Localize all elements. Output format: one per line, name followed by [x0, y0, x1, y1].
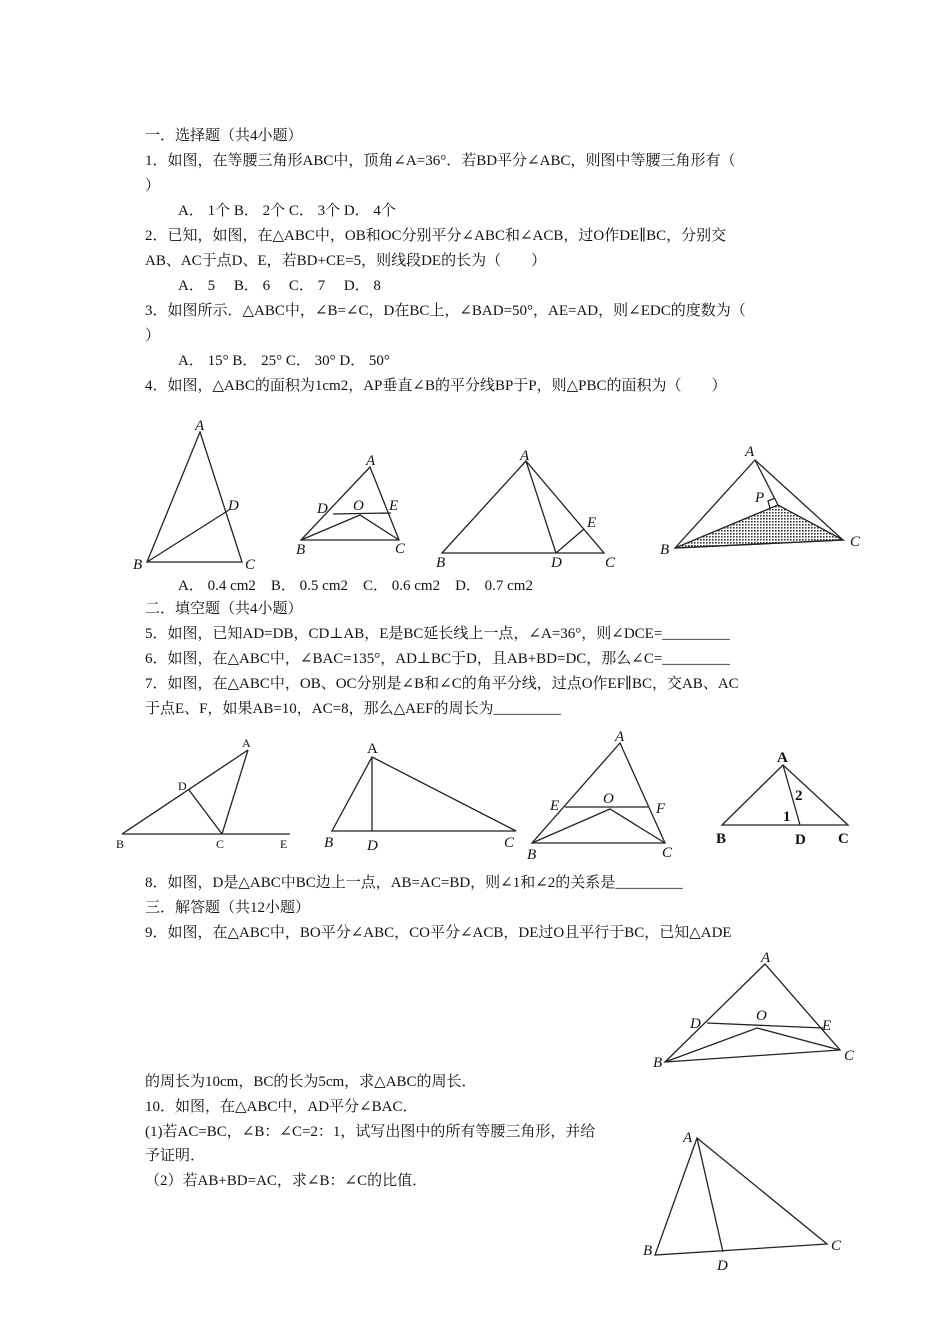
q3-line-de: [556, 529, 584, 553]
figure-q6: [320, 735, 530, 855]
q3-label-d: D: [551, 555, 562, 571]
q2-label-b: B: [296, 542, 306, 558]
q4-label-p: P: [755, 490, 765, 506]
q9-label-b: B: [653, 1055, 663, 1071]
figure-q10: [635, 1120, 860, 1280]
figure-q8: [710, 745, 870, 855]
q7-label-f: F: [656, 801, 666, 817]
q7-label-o: O: [603, 791, 614, 807]
q9-label-o: O: [756, 1008, 767, 1024]
q5-label-c: C: [216, 837, 225, 851]
q2-label-d: D: [317, 501, 328, 517]
q2-lines-bo-oc: [301, 515, 399, 540]
figure-q7: [520, 725, 690, 865]
q1-bisector-bd: [147, 510, 229, 562]
q3-label-a: A: [520, 448, 530, 464]
q9-text-line1: 9．如图，在△ABC中，BO平分∠ABC，CO平分∠ACB，DE过O且平行于BC，已知△ADE: [145, 925, 732, 941]
q10-label-d: D: [717, 1258, 728, 1274]
section-2-heading: 二．填空题（共4小题）: [145, 601, 303, 617]
q6-label-c: C: [504, 835, 515, 851]
q8-text-line1: 8．如图，D是△ABC中BC边上一点，AB=AC=BD，则∠1和∠2的关系是_________: [145, 875, 683, 891]
q1-label-b: B: [133, 557, 143, 573]
q1-options: A． 1个 B． 2个 C． 3个 D． 4个: [178, 203, 396, 219]
q3-text-line1: 3．如图所示．△ABC中，∠B=∠C，D在BC上，∠BAD=50°，AE=AD，则∠EDC的度数为（: [145, 303, 746, 319]
q3-options: A． 15° B． 25° C． 30° D． 50°: [178, 353, 390, 369]
q8-label-2: 2: [795, 788, 803, 804]
q10-text-line2: (1)若AC=BC，∠B：∠C=2：1，试写出图中的所有等腰三角形，并给: [145, 1124, 596, 1140]
q6-text-line1: 6．如图，在△ABC中，∠BAC=135°，AD⊥BC于D，且AB+BD=DC，那么∠C=_________: [145, 651, 730, 667]
q4-label-a: A: [745, 444, 755, 460]
q5-label-a: A: [242, 736, 251, 750]
q7-text-line1: 7．如图，在△ABC中，OB、OC分别是∠B和∠C的角平分线，过点O作EF∥BC，交AB、AC: [145, 676, 739, 692]
q1-label-c: C: [245, 557, 256, 573]
q7-label-b: B: [527, 847, 537, 863]
q8-label-1: 1: [783, 809, 791, 825]
q4-label-b: B: [660, 542, 670, 558]
q10-text-line1: 10．如图，在△ABC中，AD平分∠BAC．: [145, 1099, 418, 1115]
q9-label-c: C: [844, 1048, 855, 1064]
q10-label-b: B: [643, 1243, 653, 1259]
q2-text-line1: 2．已知，如图，在△ABC中，OB和OC分别平分∠ABC和∠ACB，过O作DE∥BC，分别交: [145, 228, 727, 244]
q7-label-a: A: [615, 729, 625, 745]
figure-q2: [290, 450, 420, 560]
q5-line-ac: [222, 750, 248, 834]
q1-label-d: D: [228, 498, 239, 514]
q9-text-line2: 的周长为10cm，BC的长为5cm，求△ABC的周长．: [145, 1074, 477, 1090]
q10-bisector-ad: [697, 1138, 723, 1252]
figure-q3: [430, 445, 630, 570]
q10-text-line3: 予证明．: [145, 1148, 206, 1164]
q9-label-a: A: [761, 950, 771, 966]
q7-label-c: C: [662, 845, 673, 861]
q2-label-a: A: [366, 453, 376, 469]
q5-text-line1: 5．如图，已知AD=DB，CD⊥AB，E是BC延长线上一点，∠A=36°，则∠DCE=_________: [145, 626, 730, 642]
q2-label-e: E: [389, 498, 399, 514]
q2-label-c: C: [395, 541, 406, 557]
q8-label-a: A: [777, 750, 788, 766]
q2-text-line2: AB、AC于点D、E，若BD+CE=5，则线段DE的长为（ ）: [145, 253, 547, 269]
q8-label-b: B: [716, 831, 727, 847]
q4-options: A． 0.4 cm2 B． 0.5 cm2 C． 0.6 cm2 D． 0.7 cm2: [178, 578, 533, 594]
q10-text-line4: （2）若AB+BD=AC，求∠B：∠C的比值．: [145, 1173, 428, 1189]
figure-q5: [110, 730, 310, 855]
figure-q9: [645, 950, 870, 1070]
q1-text-line1: 1．如图，在等腰三角形ABC中，顶角∠A=36°．若BD平分∠ABC，则图中等腰三角形有（: [145, 153, 736, 169]
q4-label-c: C: [850, 534, 861, 550]
q6-label-b: B: [324, 835, 334, 851]
q5-label-d: D: [178, 779, 187, 793]
q9-lines-bo-oc: [665, 1028, 840, 1062]
q5-label-e: E: [280, 837, 288, 851]
q7-text-line2: 于点E、F，如果AB=10，AC=8，那么△AEF的周长为_________: [145, 701, 561, 717]
q5-line-dc: [189, 790, 222, 834]
q1-text-line2: ）: [145, 178, 161, 194]
q9-label-e: E: [822, 1018, 832, 1034]
q3-label-b: B: [436, 555, 446, 571]
figure-q1: [125, 415, 275, 575]
q6-label-d: D: [367, 838, 378, 854]
q10-label-a: A: [683, 1130, 693, 1146]
q1-triangle: [147, 432, 242, 562]
q7-label-e: E: [550, 798, 560, 814]
q8-label-c: C: [838, 831, 849, 847]
q1-label-a: A: [195, 418, 205, 434]
q3-label-c: C: [605, 555, 616, 571]
q7-triangle: [532, 743, 665, 843]
q9-triangle: [665, 964, 840, 1062]
q3-text-line2: ）: [145, 328, 161, 344]
q10-triangle: [655, 1138, 827, 1255]
q3-line-ad: [526, 461, 556, 553]
q10-label-c: C: [831, 1238, 842, 1254]
q2-label-o: O: [353, 498, 364, 514]
section-1-heading: 一．选择题（共4小题）: [145, 128, 303, 144]
q2-options: A． 5 B． 6 C． 7 D． 8: [178, 278, 381, 294]
q9-label-d: D: [690, 1016, 701, 1032]
q8-label-d: D: [795, 832, 806, 848]
q4-text-line1: 4．如图，△ABC的面积为1cm2，AP垂直∠B的平分线BP于P，则△PBC的面积为（ ）: [145, 378, 727, 394]
section-3-heading: 三．解答题（共12小题）: [145, 900, 311, 916]
q6-label-a: A: [367, 741, 378, 757]
q6-triangle: [332, 757, 516, 831]
q7-lines-bo-oc: [532, 809, 665, 843]
q3-triangle: [442, 461, 604, 553]
figure-q4: [655, 440, 875, 560]
q5-label-b: B: [116, 837, 125, 851]
q2-triangle: [301, 467, 399, 540]
q3-label-e: E: [587, 515, 597, 531]
